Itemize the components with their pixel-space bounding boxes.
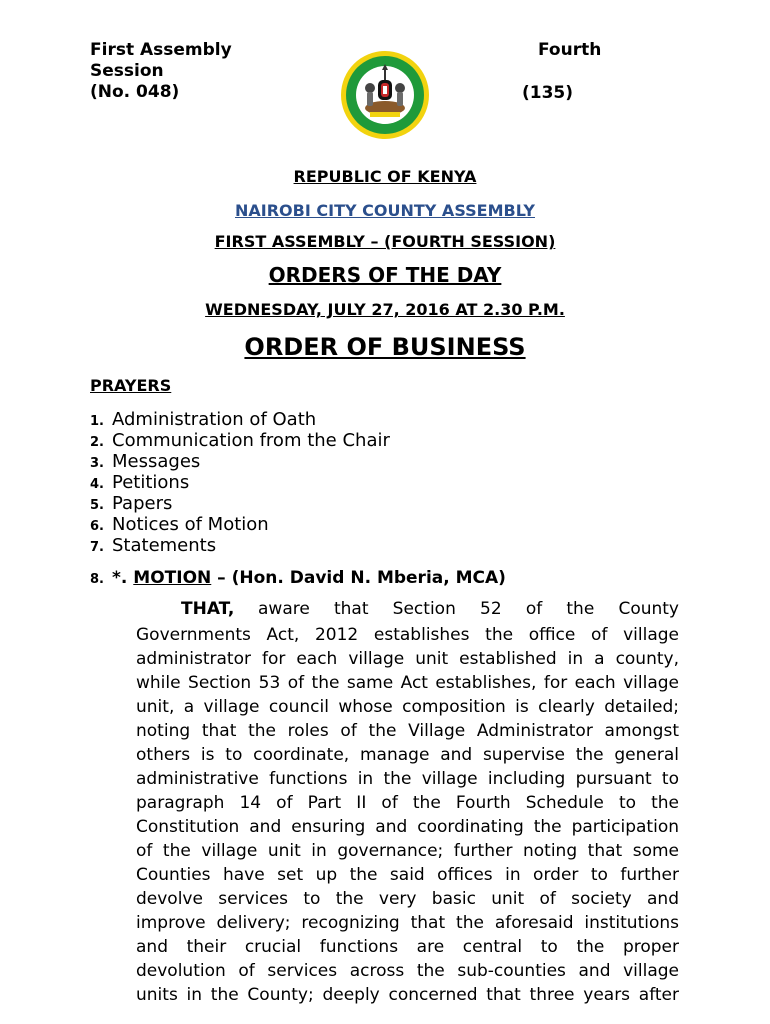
list-item xyxy=(90,514,269,537)
motion-lead: THAT, xyxy=(181,599,235,619)
motion-line: while Section 53 of the same Act establishes, for each village xyxy=(136,673,679,693)
date-title: WEDNESDAY, JULY 27, 2016 AT 2.30 P.M. xyxy=(205,300,565,319)
list-item-text: Communication from the Chair xyxy=(112,430,390,451)
prayers-heading: PRAYERS xyxy=(90,376,172,395)
motion-line: noting that the roles of the Village Administrator amongst xyxy=(136,721,679,741)
motion-line: unit, a village council whose composition is clearly detailed; xyxy=(136,697,679,717)
header-left xyxy=(90,40,232,103)
motion-mover: – (Hon. David N. Mberia, MCA) xyxy=(211,568,506,588)
assembly-title: NAIROBI CITY COUNTY ASSEMBLY xyxy=(235,201,535,220)
list-item-number: 1. xyxy=(90,414,104,429)
motion-line: devolution of services across the sub-counties and village xyxy=(136,961,679,981)
motion-line: Constitution and ensuring and coordinating the participation xyxy=(136,817,679,837)
list-item-text: Petitions xyxy=(112,472,190,493)
list-item xyxy=(90,472,189,495)
business-title: ORDER OF BUSINESS xyxy=(244,333,526,361)
republic-title: REPUBLIC OF KENYA xyxy=(293,167,477,186)
header-left-line2: Session xyxy=(90,61,164,81)
motion-line: administrator for each village unit established in a county, xyxy=(136,649,679,669)
header-right-line2: (135) xyxy=(522,83,574,103)
list-item xyxy=(90,493,172,516)
list-item xyxy=(90,409,316,432)
list-item-number: 2. xyxy=(90,435,104,450)
motion-line: devolve services to the very basic unit of society and xyxy=(136,889,679,909)
list-item-number: 4. xyxy=(90,477,104,492)
session-title: FIRST ASSEMBLY – (FOURTH SESSION) xyxy=(214,232,556,251)
header-left-line1: First Assembly xyxy=(90,40,232,60)
list-item-number: 6. xyxy=(90,519,104,534)
header-right-line1: Fourth xyxy=(538,40,602,60)
list-item-number: 5. xyxy=(90,498,104,513)
county-seal-logo xyxy=(340,50,430,140)
motion-line: Counties have set up the said offices in order to further xyxy=(136,865,679,885)
list-item-text: Notices of Motion xyxy=(112,514,269,535)
motion-line: of the village unit in governance; further noting that some xyxy=(136,841,679,861)
motion-line: paragraph 14 of Part II of the Fourth Schedule to the xyxy=(136,793,679,813)
motion-number: 8. xyxy=(90,572,104,587)
orders-title: ORDERS OF THE DAY xyxy=(268,263,502,287)
list-item-text: Papers xyxy=(112,493,173,514)
motion-label: MOTION xyxy=(133,568,212,588)
motion-prefix: *. xyxy=(112,568,134,588)
list-item-text: Administration of Oath xyxy=(112,409,317,430)
motion-line: others is to coordinate, manage and supervise the general xyxy=(136,745,679,765)
list-item xyxy=(90,451,200,474)
motion-line: Governments Act, 2012 establishes the office of village xyxy=(136,625,679,645)
motion-line: units in the County; deeply concerned that three years after xyxy=(136,985,679,1005)
list-item-number: 3. xyxy=(90,456,104,471)
list-item xyxy=(90,535,216,558)
list-item-number: 7. xyxy=(90,540,104,555)
header-left-line3: (No. 048) xyxy=(90,82,180,102)
motion-line: and their crucial functions are central to the proper xyxy=(136,937,679,957)
motion-heading xyxy=(90,567,506,590)
motion-line: aware that Section 52 of the County xyxy=(258,599,679,619)
list-item xyxy=(90,430,390,453)
motion-line: improve delivery; recognizing that the aforesaid institutions xyxy=(136,913,679,933)
motion-line: administrative functions in the village including pursuant to xyxy=(136,769,679,789)
seal-icon xyxy=(340,50,430,140)
list-item-text: Statements xyxy=(112,535,217,556)
list-item-text: Messages xyxy=(112,451,201,472)
